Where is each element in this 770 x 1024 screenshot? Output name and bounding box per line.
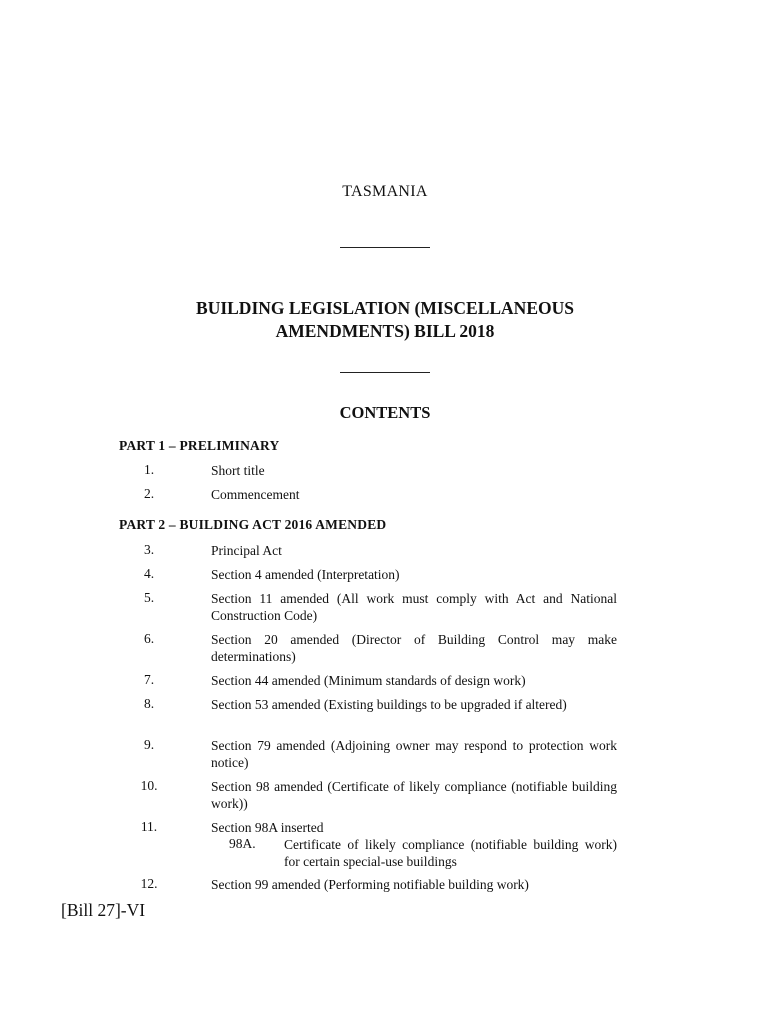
part-heading: PART 2 – BUILDING ACT 2016 AMENDED [119, 517, 387, 532]
item-number: 12. [140, 876, 158, 891]
contents-item: Section 44 amended (Minimum standards of design work) [211, 673, 526, 688]
contents-item: Commencement [211, 487, 300, 502]
item-number: 8. [143, 696, 155, 711]
contents-item: Section 98A inserted [211, 820, 324, 835]
bill-title-line-1: BUILDING LEGISLATION (MISCELLANEOUS [196, 298, 574, 318]
contents-item: Section 79 amended (Adjoining owner may respond to protection work notice) [211, 738, 617, 770]
contents-item: Section 99 amended (Performing notifiable building work) [211, 877, 529, 892]
item-number: 9. [143, 737, 155, 752]
item-number: 10. [140, 778, 158, 793]
jurisdiction-heading: TASMANIA [342, 183, 428, 200]
item-number: 6. [143, 631, 155, 646]
contents-item: Section 20 amended (Director of Building Control may make determinations) [211, 632, 617, 664]
item-number: 11. [140, 819, 158, 834]
contents-item: Principal Act [211, 543, 282, 558]
item-number: 1. [143, 462, 155, 477]
contents-item: Short title [211, 463, 265, 478]
sub-item-number: 98A. [229, 836, 256, 851]
sub-item-text: Certificate of likely compliance (notifiable building work) for certain special-use buildings [284, 837, 617, 869]
part-heading: PART 1 – PRELIMINARY [119, 438, 280, 453]
bill-title [0, 297, 770, 343]
contents-item: Section 4 amended (Interpretation) [211, 567, 400, 582]
contents-item: Section 11 amended (All work must comply with Act and National Construction Code) [211, 591, 617, 623]
item-number: 3. [143, 542, 155, 557]
contents-item: Section 53 amended (Existing buildings to be upgraded if altered) [211, 697, 567, 712]
contents-heading: CONTENTS [339, 403, 431, 422]
contents-item: Section 98 amended (Certificate of likely compliance (notifiable building work)) [211, 779, 617, 811]
item-number: 5. [143, 590, 155, 605]
item-number: 2. [143, 486, 155, 501]
item-number: 7. [143, 672, 155, 687]
separator-rule [340, 247, 430, 248]
bill-title-line-2: AMENDMENTS) BILL 2018 [275, 321, 495, 341]
separator-rule [340, 372, 430, 373]
bill-reference: [Bill 27]-VI [61, 900, 146, 920]
item-number: 4. [143, 566, 155, 581]
